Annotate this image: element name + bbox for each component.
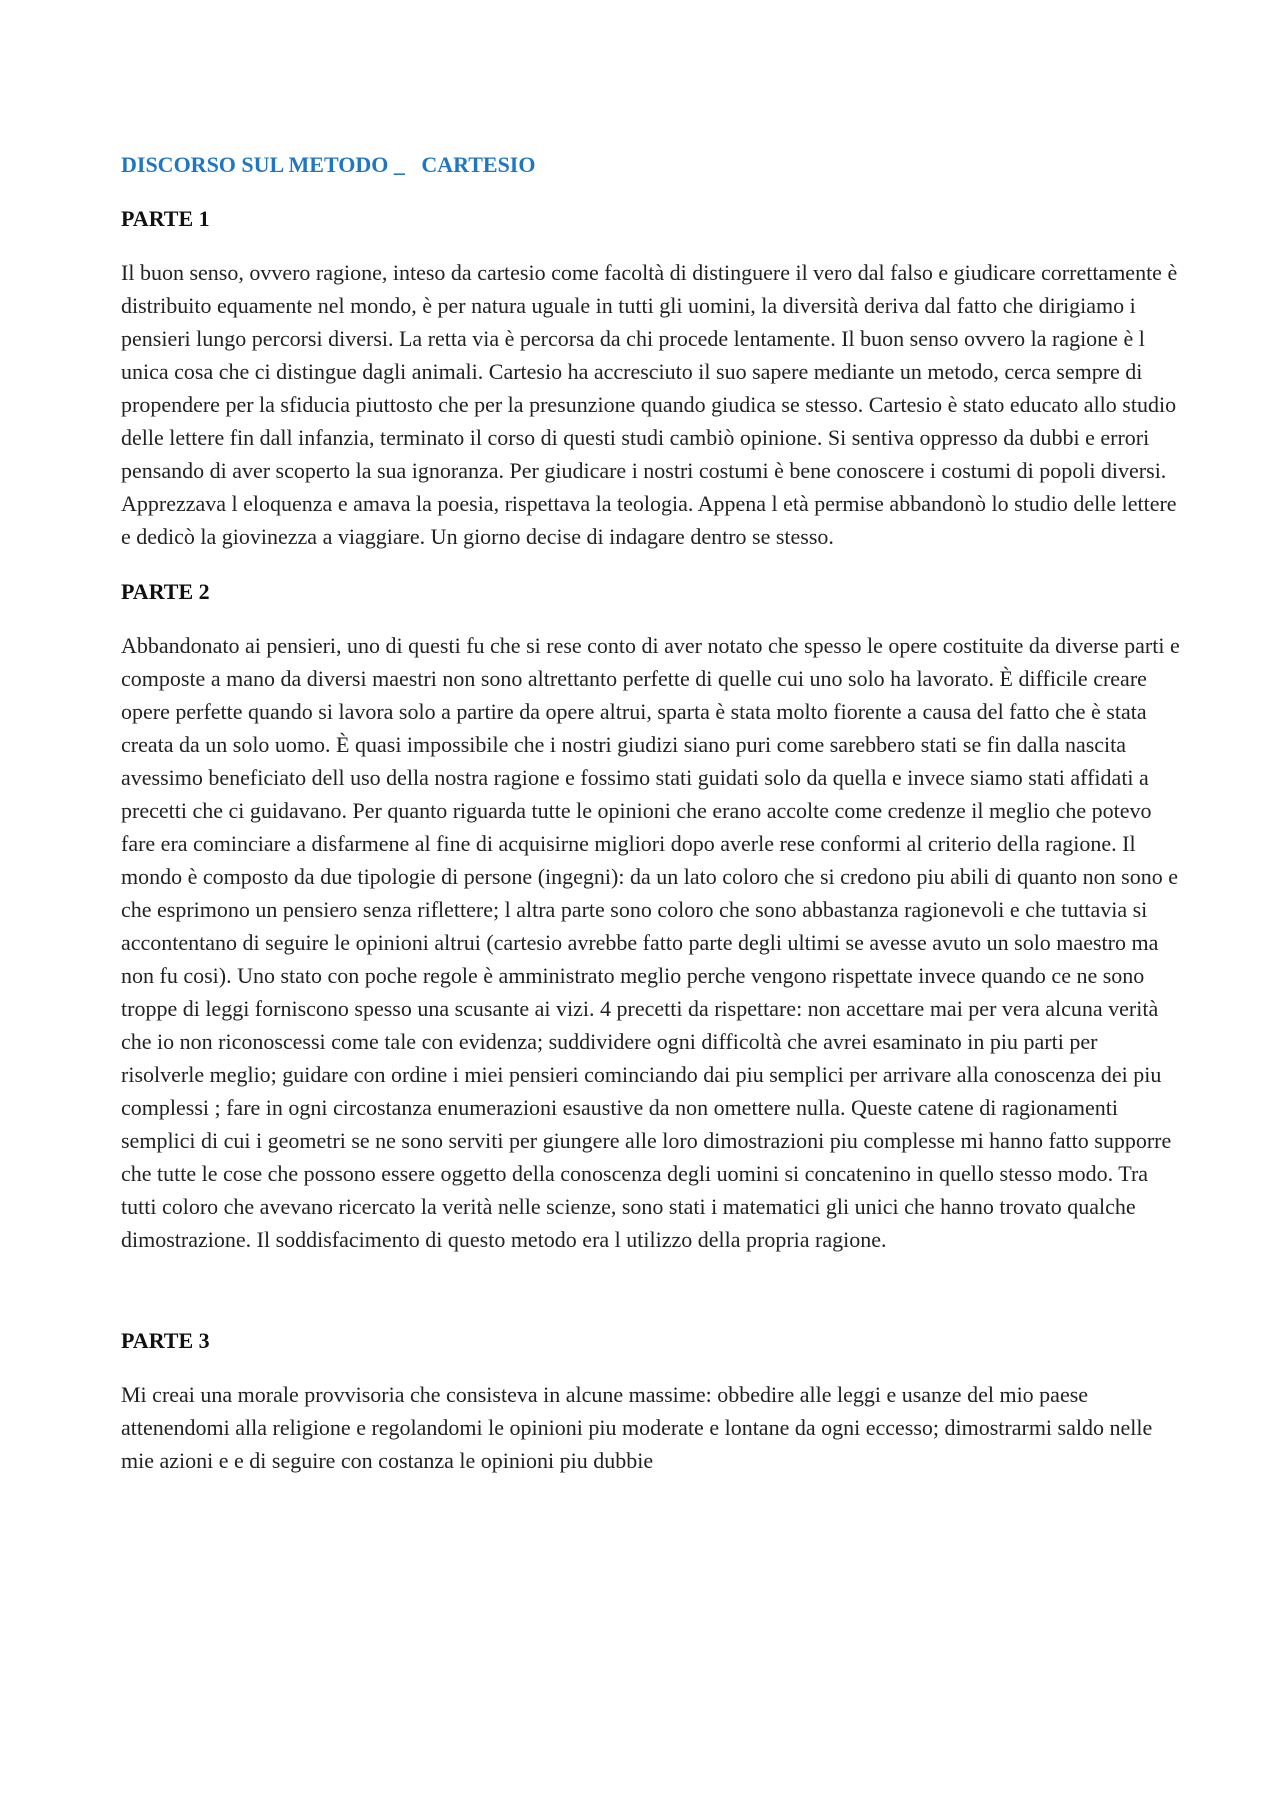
section-heading-parte-1: PARTE 1 — [121, 206, 210, 231]
section-spacer — [121, 1280, 1181, 1326]
document-title: DISCORSO SUL METODO _ CARTESIO — [121, 152, 536, 177]
section-paragraph-parte-1: Il buon senso, ovvero ragione, inteso da cartesio come facoltà di distinguere il vero dal falso e giudicare correttamente è distribuito equamente nel mondo, è per natura uguale in tutti gli uomini, la diversità deriva dal fatto che dirigiamo i pensieri lungo percorsi diversi. La retta via è percorsa da chi procede lentamente. Il buon senso ovvero la ragione è l unica cosa che ci distingue dagli animali. Cartesio ha accresciuto il suo sapere mediante un metodo, cerca sempre di propendere per la sfiducia piuttosto che per la presunzione quando giudica se stesso. Cartesio è stato educato allo studio delle lettere fin dall infanzia, terminato il corso di questi studi cambiò opinione. Si sentiva oppresso da dubbi e errori pensando di aver scoperto la sua ignoranza. Per giudicare i nostri costumi è bene conoscere i costumi di popoli diversi. Apprezzava l eloquenza e amava la poesia, rispettava la teologia. Appena l età permise abbandonò lo studio delle lettere e dedicò la giovinezza a viaggiare. Un giorno decise di indagare dentro se stesso. — [121, 260, 1178, 549]
section-heading-parte-3: PARTE 3 — [121, 1328, 210, 1353]
section-paragraph-parte-3: Mi creai una morale provvisoria che consisteva in alcune massime: obbedire alle leggi e usanze del mio paese attenendomi alla religione e regolandomi le opinioni piu moderate e lontane da ogni eccesso; dimostrarmi saldo nelle mie azioni e e di seguire con costanza le opinioni piu dubbie — [121, 1382, 1153, 1473]
document-page — [121, 150, 1181, 1501]
section-heading-parte-2: PARTE 2 — [121, 579, 210, 604]
section-paragraph-parte-2: Abbandonato ai pensieri, uno di questi fu che si rese conto di aver notato che spesso le opere costituite da diverse parti e composte a mano da diversi maestri non sono altrettanto perfette di quelle cui uno solo ha lavorato. È difficile creare opere perfette quando si lavora solo a partire da opere altrui, sparta è stata molto fiorente a causa del fatto che è stata creata da un solo uomo. È quasi impossibile che i nostri giudizi siano puri come sarebbero stati se fin dalla nascita avessimo beneficiato dell uso della nostra ragione e fossimo stati guidati solo da quella e invece siamo stati affidati a precetti che ci guidavano. Per quanto riguarda tutte le opinioni che erano accolte come credenze il meglio che potevo fare era cominciare a disfarmene al fine di acquisirne migliori dopo averle rese conformi al criterio della ragione. Il mondo è composto da due tipologie di persone (ingegni): da un lato coloro che si credono piu abili di quanto non sono e che esprimono un pensiero senza riflettere; l altra parte sono coloro che sono abbastanza ragionevoli e che tuttavia si accontentano di seguire le opinioni altrui (cartesio avrebbe fatto parte degli ultimi se avesse avuto un solo maestro ma non fu cosi). Uno stato con poche regole è amministrato meglio perche vengono rispettate invece quando ce ne sono troppe di leggi forniscono spesso una scusante ai vizi. 4 precetti da rispettare: non accettare mai per vera alcuna verità che io non riconoscessi come tale con evidenza; suddividere ogni difficoltà che avrei esaminato in piu parti per risolverle meglio; guidare con ordine i miei pensieri cominciando dai piu semplici per arrivare alla conoscenza dei piu complessi ; fare in ogni circostanza enumerazioni esaustive da non omettere nulla. Queste catene di ragionamenti semplici di cui i geometri se ne sono serviti per giungere alle loro dimostrazioni piu complesse mi hanno fatto supporre che tutte le cose che possono essere oggetto della conoscenza degli uomini si concatenino in quello stesso modo. Tra tutti coloro che avevano ricercato la verità nelle scienze, sono stati i matematici gli unici che hanno trovato qualche dimostrazione. Il soddisfacimento di questo metodo era l utilizzo della propria ragione. — [121, 633, 1180, 1252]
